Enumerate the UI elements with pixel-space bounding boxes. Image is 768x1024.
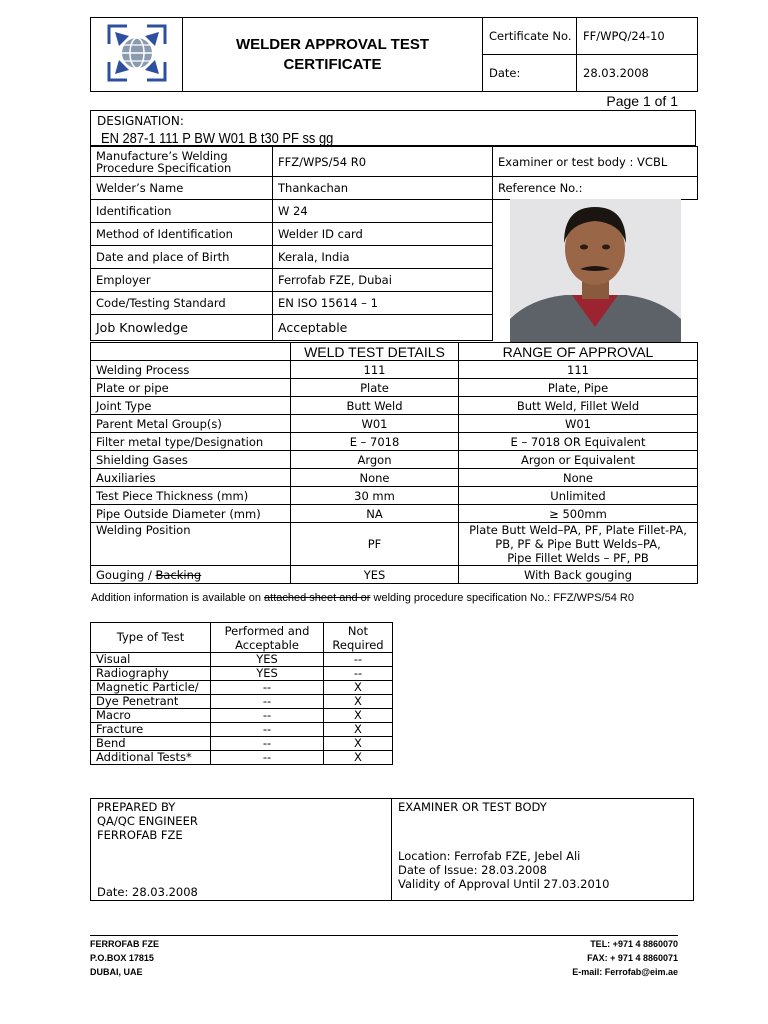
range-of-approval-header: RANGE OF APPROVAL [459,343,698,361]
footer-address [90,937,159,979]
weld-row-details: NA [291,505,459,523]
prepared-by-label: PREPARED BY [97,800,176,814]
test-type: Visual [91,653,211,667]
weld-row-range: Unlimited [459,487,698,505]
test-performed: YES [211,653,324,667]
weld-details-table [90,342,698,584]
info-label: Job Knowledge [91,315,273,341]
test-not-required: X [324,709,393,723]
weld-row-range: W01 [459,415,698,433]
weld-row-label: Parent Metal Group(s) [91,415,291,433]
info-value: W 24 [273,200,493,223]
weld-row-label: Welding Process [91,361,291,379]
portrait-icon [510,199,681,342]
welder-photo [510,199,681,342]
welding-position-label: Welding Position [91,523,291,566]
gouging-range: With Back gouging [459,566,698,584]
footer-tel: TEL: +971 4 8860070 [590,939,678,949]
footer-pobox: P.O.BOX 17815 [90,953,154,963]
page-number: Page 1 of 1 [606,93,678,109]
test-performed: -- [211,737,324,751]
weld-row-details: 30 mm [291,487,459,505]
weld-row-label: Auxiliaries [91,469,291,487]
weld-row-label: Plate or pipe [91,379,291,397]
certificate-no-label: Certificate No. [483,18,577,55]
weld-row-range: Plate, Pipe [459,379,698,397]
weld-row-label: Shielding Gases [91,451,291,469]
info-value: EN ISO 15614 – 1 [273,292,493,315]
test-performed: -- [211,709,324,723]
test-type: Radiography [91,667,211,681]
backing-struck-text: Backing [155,567,202,582]
examiner-date-of-issue: Date of Issue: 28.03.2008 [398,863,547,877]
performed-header: Performed and Acceptable [211,623,324,653]
prepared-company: FERROFAB FZE [97,828,183,842]
weld-row-details: 111 [291,361,459,379]
not-required-header: Not Required [324,623,393,653]
info-value: Acceptable [273,315,493,341]
certificate-title: WELDER APPROVAL TEST CERTIFICATE [235,35,430,73]
test-not-required: -- [324,653,393,667]
weld-row-details: W01 [291,415,459,433]
weld-row-label: Joint Type [91,397,291,415]
date-label: Date: [483,55,577,92]
test-performed: -- [211,695,324,709]
test-performed: YES [211,667,324,681]
signature-table [90,798,694,901]
welding-position-details: PF [291,523,459,566]
weld-row-range: Argon or Equivalent [459,451,698,469]
weld-row-label: Pipe Outside Diameter (mm) [91,505,291,523]
test-type: Bend [91,737,211,751]
date-value: 28.03.2008 [577,55,698,92]
logo-cell [91,18,183,92]
info-label: Identification [91,200,273,223]
test-performed: -- [211,681,324,695]
info-label: Date and place of Birth [91,246,273,269]
welder-name-label: Welder’s Name [91,177,273,200]
additional-info-note [91,592,634,604]
position-range-line: Plate Butt Weld–PA, PF, Plate Fillet-PA, [469,523,687,537]
test-not-required: X [324,723,393,737]
examiner-location: Location: Ferrofab FZE, Jebel Ali [398,849,581,863]
weld-row-details: E – 7018 [291,433,459,451]
gouging-details: YES [291,566,459,584]
certificate-title-cell [183,18,483,92]
info-value: Welder ID card [273,223,493,246]
info-value: Ferrofab FZE, Dubai [273,269,493,292]
addinfo-struck: attached sheet and or [264,592,371,604]
designation-label: DESIGNATION: [97,114,184,128]
weld-row-label: Filter metal type/Designation [91,433,291,451]
weld-row-range: Butt Weld, Fillet Weld [459,397,698,415]
test-performed: -- [211,751,324,765]
test-not-required: X [324,681,393,695]
wps-label: Manufacture’s Welding Procedure Specification [91,147,273,177]
designation-value: EN 287-1 111 P BW W01 B t30 PF ss gg [101,130,334,147]
welder-name-value: Thankachan [273,177,493,200]
weld-test-details-header: WELD TEST DETAILS [291,343,459,361]
prepared-by-cell [91,799,392,901]
position-range-line: PB, PF & Pipe Butt Welds–PA, [495,537,661,551]
test-results-table [90,622,393,765]
test-not-required: X [324,751,393,765]
info-label: Employer [91,269,273,292]
examiner-field: Examiner or test body : VCBL [493,147,698,177]
test-type: Dye Penetrant [91,695,211,709]
weld-row-details: None [291,469,459,487]
weld-row-range: 111 [459,361,698,379]
weld-row-range: ≥ 500mm [459,505,698,523]
examiner-title: EXAMINER OR TEST BODY [398,800,547,814]
test-type: Additional Tests* [91,751,211,765]
info-value: Kerala, India [273,246,493,269]
info-label: Code/Testing Standard [91,292,273,315]
examiner-cell [392,799,694,901]
position-range-line: Pipe Fillet Welds – PF, PB [507,551,649,565]
company-logo-icon [105,22,169,84]
weld-row-details: Argon [291,451,459,469]
certificate-no-value: FF/WPQ/24-10 [577,18,698,55]
certificate-header [90,17,698,92]
footer-company: FERROFAB FZE [90,939,159,949]
weld-row-range: E – 7018 OR Equivalent [459,433,698,451]
welding-position-range [459,523,698,566]
gouging-label-text: Gouging / [96,567,156,582]
weld-header-blank [91,343,291,361]
test-not-required: X [324,695,393,709]
weld-row-details: Butt Weld [291,397,459,415]
prepared-role: QA/QC ENGINEER [97,814,198,828]
test-type: Fracture [91,723,211,737]
footer-divider [90,935,678,936]
weld-row-details: Plate [291,379,459,397]
test-not-required: X [324,737,393,751]
gouging-label [91,566,291,584]
wps-value: FFZ/WPS/54 R0 [273,147,493,177]
footer-email: E-mail: Ferrofab@eim.ae [572,967,678,977]
weld-row-range: None [459,469,698,487]
footer-fax: FAX: + 971 4 8860071 [587,953,678,963]
prepared-date: Date: 28.03.2008 [97,885,198,899]
test-performed: -- [211,723,324,737]
info-label: Method of Identification [91,223,273,246]
test-type: Magnetic Particle/ [91,681,211,695]
examiner-validity: Validity of Approval Until 27.03.2010 [398,877,610,891]
designation-box [90,110,696,146]
addinfo-part2: welding procedure specification No.: FFZ/WPS/54 R0 [370,592,634,604]
test-type: Macro [91,709,211,723]
reference-field: Reference No.: [493,177,698,200]
type-of-test-header: Type of Test [91,623,211,653]
footer-contact [520,937,678,979]
test-not-required: -- [324,667,393,681]
weld-row-label: Test Piece Thickness (mm) [91,487,291,505]
footer-city: DUBAI, UAE [90,967,143,977]
addinfo-part1: Addition information is available on [91,592,265,604]
